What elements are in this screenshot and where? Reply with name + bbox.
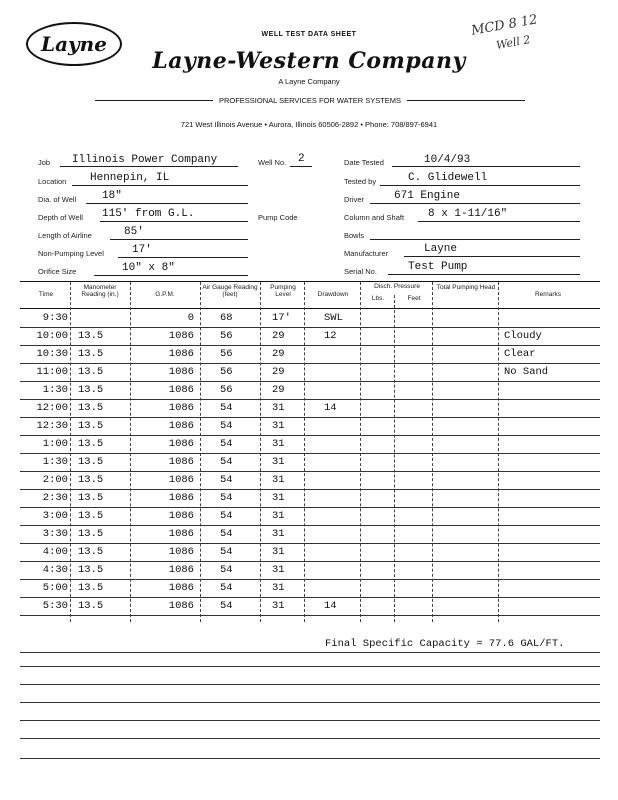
cell-pumping-level: 29 bbox=[272, 366, 285, 378]
services-line bbox=[95, 96, 525, 105]
cell-pumping-level: 31 bbox=[272, 510, 285, 522]
cell-manometer: 13.5 bbox=[78, 528, 104, 540]
table-row-line bbox=[20, 543, 600, 544]
date-tested-label: Date Tested bbox=[344, 158, 384, 167]
cell-gpm: 1086 bbox=[168, 438, 194, 450]
cell-time: 1:30 bbox=[42, 456, 68, 468]
column-divider bbox=[498, 282, 499, 622]
divider bbox=[95, 100, 213, 101]
cell-pumping-level: 17' bbox=[272, 312, 291, 324]
cell-pumping-level: 31 bbox=[272, 546, 285, 558]
cell-air-gauge: 54 bbox=[220, 420, 233, 432]
cell-gpm: 1086 bbox=[168, 582, 194, 594]
col-pumping-level-header: Pumping Level bbox=[270, 284, 296, 298]
location-value: Hennepin, IL bbox=[90, 172, 170, 184]
table-row-line bbox=[20, 453, 600, 454]
underline bbox=[370, 203, 580, 204]
cell-pumping-level: 31 bbox=[272, 492, 285, 504]
col-manometer-header: Manometer Reading (in.) bbox=[81, 284, 119, 298]
company-name: Layne-Western Company bbox=[152, 48, 466, 74]
underline bbox=[72, 185, 248, 186]
cell-time: 1:00 bbox=[42, 438, 68, 450]
manufacturer-label: Manufacturer bbox=[344, 249, 389, 258]
cell-air-gauge: 54 bbox=[220, 492, 233, 504]
cell-gpm: 1086 bbox=[168, 366, 194, 378]
depth-of-well-value: 115' from G.L. bbox=[102, 208, 195, 220]
table-row-line bbox=[20, 345, 600, 346]
date-tested-value: 10/4/93 bbox=[424, 154, 471, 166]
column-and-shaft-label: Column and Shaft bbox=[344, 213, 405, 222]
cell-time: 2:30 bbox=[42, 492, 68, 504]
table-row-line bbox=[20, 615, 600, 616]
tested-by-value: C. Glidewell bbox=[408, 172, 488, 184]
underline bbox=[100, 221, 248, 222]
cell-remarks: No Sand bbox=[504, 366, 549, 378]
cell-gpm: 0 bbox=[187, 312, 194, 324]
cell-manometer: 13.5 bbox=[78, 438, 104, 450]
pump-code-label: Pump Code bbox=[258, 213, 298, 222]
cell-gpm: 1086 bbox=[168, 492, 194, 504]
table-row-line bbox=[20, 399, 600, 400]
cell-pumping-level: 31 bbox=[272, 564, 285, 576]
footer-line bbox=[20, 702, 600, 703]
cell-pumping-level: 31 bbox=[272, 420, 285, 432]
cell-time: 5:30 bbox=[42, 600, 68, 612]
cell-gpm: 1086 bbox=[168, 456, 194, 468]
cell-manometer: 13.5 bbox=[78, 402, 104, 414]
services-text: PROFESSIONAL SERVICES FOR WATER SYSTEMS bbox=[218, 96, 402, 105]
cell-pumping-level: 29 bbox=[272, 330, 285, 342]
cell-air-gauge: 56 bbox=[220, 330, 233, 342]
cell-gpm: 1086 bbox=[168, 402, 194, 414]
cell-air-gauge: 54 bbox=[220, 438, 233, 450]
logo-text: Layne bbox=[41, 32, 107, 56]
cell-air-gauge: 54 bbox=[220, 456, 233, 468]
orifice-size-label: Orifice Size bbox=[38, 267, 77, 276]
well-no-label: Well No. bbox=[258, 158, 287, 167]
table-row-line bbox=[20, 561, 600, 562]
table-row-line bbox=[20, 579, 600, 580]
manufacturer-value: Layne bbox=[424, 243, 458, 255]
col-remarks-header: Remarks bbox=[534, 291, 561, 298]
cell-pumping-level: 31 bbox=[272, 438, 285, 450]
driver-label: Driver bbox=[344, 195, 364, 204]
column-and-shaft-value: 8 x 1-11/16" bbox=[428, 208, 508, 220]
underline bbox=[404, 256, 580, 257]
table-row-line bbox=[20, 525, 600, 526]
cell-air-gauge: 56 bbox=[220, 384, 233, 396]
column-divider bbox=[360, 282, 361, 622]
cell-air-gauge: 54 bbox=[220, 582, 233, 594]
cell-remarks: Clear bbox=[504, 348, 536, 360]
cell-drawdown: SWL bbox=[324, 312, 343, 324]
tested-by-label: Tested by bbox=[344, 177, 377, 186]
cell-manometer: 13.5 bbox=[78, 546, 104, 558]
cell-air-gauge: 54 bbox=[220, 402, 233, 414]
company-address: 721 West Illinois Avenue • Aurora, Illinois 60506-2892 • Phone: 708/897-6941 bbox=[180, 120, 438, 129]
cell-gpm: 1086 bbox=[168, 384, 194, 396]
cell-air-gauge: 54 bbox=[220, 528, 233, 540]
col-disch-lbs-header: Lbs. bbox=[371, 295, 385, 302]
underline bbox=[94, 275, 248, 276]
table-row-line bbox=[20, 507, 600, 508]
column-divider bbox=[304, 282, 305, 622]
cell-drawdown: 12 bbox=[324, 330, 337, 342]
final-specific-capacity: Final Specific Capacity = 77.6 GAL/FT. bbox=[325, 638, 565, 650]
footer-line bbox=[20, 684, 600, 685]
col-disch-feet-header: Feet bbox=[407, 295, 421, 302]
cell-time: 3:00 bbox=[42, 510, 68, 522]
cell-time: 9:30 bbox=[42, 312, 68, 324]
cell-pumping-level: 31 bbox=[272, 402, 285, 414]
cell-manometer: 13.5 bbox=[78, 366, 104, 378]
column-divider bbox=[70, 282, 71, 622]
cell-pumping-level: 29 bbox=[272, 348, 285, 360]
cell-time: 4:30 bbox=[42, 564, 68, 576]
cell-pumping-level: 31 bbox=[272, 474, 285, 486]
underline bbox=[118, 257, 248, 258]
sheet-title: WELL TEST DATA SHEET bbox=[261, 31, 357, 38]
table-row-line bbox=[20, 417, 600, 418]
dia-of-well-value: 18" bbox=[102, 190, 122, 202]
job-label: Job bbox=[38, 158, 51, 167]
cell-manometer: 13.5 bbox=[78, 330, 104, 342]
non-pumping-level-value: 17' bbox=[132, 244, 152, 256]
non-pumping-level-label: Non-Pumping Level bbox=[38, 249, 104, 258]
cell-gpm: 1086 bbox=[168, 546, 194, 558]
cell-pumping-level: 31 bbox=[272, 582, 285, 594]
col-drawdown-header: Drawdown bbox=[317, 291, 349, 298]
cell-time: 1:30 bbox=[42, 384, 68, 396]
cell-manometer: 13.5 bbox=[78, 348, 104, 360]
col-total-head-header: Total Pumping Head bbox=[436, 284, 496, 291]
cell-time: 4:00 bbox=[42, 546, 68, 558]
cell-time: 12:00 bbox=[36, 402, 68, 414]
dia-of-well-label: Dia. of Well bbox=[38, 195, 77, 204]
cell-air-gauge: 54 bbox=[220, 546, 233, 558]
subsidiary-line: A Layne Company bbox=[278, 77, 340, 86]
table-row-line bbox=[20, 381, 600, 382]
cell-gpm: 1086 bbox=[168, 420, 194, 432]
underline bbox=[110, 239, 248, 240]
cell-pumping-level: 31 bbox=[272, 456, 285, 468]
handwritten-note: MCD 8 12 bbox=[470, 12, 539, 39]
underline bbox=[392, 166, 580, 167]
cell-manometer: 13.5 bbox=[78, 474, 104, 486]
underline bbox=[370, 239, 580, 240]
cell-air-gauge: 54 bbox=[220, 564, 233, 576]
serial-no-value: Test Pump bbox=[408, 261, 468, 273]
cell-manometer: 13.5 bbox=[78, 384, 104, 396]
table-row-line bbox=[20, 435, 600, 436]
underline bbox=[290, 166, 312, 167]
cell-manometer: 13.5 bbox=[78, 564, 104, 576]
table-row-line bbox=[20, 327, 600, 328]
cell-air-gauge: 56 bbox=[220, 366, 233, 378]
cell-remarks: Cloudy bbox=[504, 330, 542, 342]
length-of-airline-label: Length of Airline bbox=[38, 231, 92, 240]
cell-drawdown: 14 bbox=[324, 600, 337, 612]
cell-pumping-level: 31 bbox=[272, 528, 285, 540]
job-value: Illinois Power Company bbox=[72, 154, 218, 166]
bowls-label: Bowls bbox=[344, 231, 365, 240]
cell-gpm: 1086 bbox=[168, 348, 194, 360]
cell-air-gauge: 56 bbox=[220, 348, 233, 360]
table-row-line bbox=[20, 489, 600, 490]
cell-air-gauge: 54 bbox=[220, 510, 233, 522]
well-no-value: 2 bbox=[298, 153, 305, 165]
cell-gpm: 1086 bbox=[168, 564, 194, 576]
cell-gpm: 1086 bbox=[168, 474, 194, 486]
underline bbox=[418, 221, 580, 222]
column-divider bbox=[432, 282, 433, 622]
cell-gpm: 1086 bbox=[168, 330, 194, 342]
depth-of-well-label: Depth of Well bbox=[38, 213, 83, 222]
cell-manometer: 13.5 bbox=[78, 492, 104, 504]
cell-time: 3:30 bbox=[42, 528, 68, 540]
table-row-line bbox=[20, 363, 600, 364]
orifice-size-value: 10" x 8" bbox=[122, 262, 175, 274]
footer-line bbox=[20, 720, 600, 721]
cell-gpm: 1086 bbox=[168, 528, 194, 540]
underline bbox=[86, 203, 248, 204]
footer-line bbox=[20, 652, 600, 653]
footer-line bbox=[20, 758, 600, 759]
table-row-line bbox=[20, 597, 600, 598]
cell-gpm: 1086 bbox=[168, 510, 194, 522]
serial-no-label: Serial No. bbox=[344, 267, 377, 276]
col-gpm-header: G.P.M. bbox=[155, 291, 175, 298]
cell-time: 12:30 bbox=[36, 420, 68, 432]
footer-line bbox=[20, 738, 600, 739]
col-air-gauge-header: Air Gauge Reading (feet) bbox=[202, 284, 258, 298]
underline bbox=[60, 166, 238, 167]
underline bbox=[380, 185, 580, 186]
divider bbox=[407, 100, 525, 101]
col-disch-pressure-header: Disch. Pressure bbox=[374, 283, 420, 290]
cell-air-gauge: 54 bbox=[220, 600, 233, 612]
cell-pumping-level: 31 bbox=[272, 600, 285, 612]
cell-time: 10:30 bbox=[36, 348, 68, 360]
column-divider bbox=[200, 282, 201, 622]
column-divider bbox=[130, 282, 131, 622]
cell-manometer: 13.5 bbox=[78, 420, 104, 432]
cell-air-gauge: 68 bbox=[220, 312, 233, 324]
cell-gpm: 1086 bbox=[168, 600, 194, 612]
underline bbox=[388, 274, 580, 275]
handwritten-note-2: Well 2 bbox=[494, 33, 531, 52]
cell-manometer: 13.5 bbox=[78, 582, 104, 594]
cell-air-gauge: 54 bbox=[220, 474, 233, 486]
column-divider bbox=[260, 282, 261, 622]
cell-time: 10:00 bbox=[36, 330, 68, 342]
location-label: Location bbox=[38, 177, 67, 186]
cell-time: 5:00 bbox=[42, 582, 68, 594]
cell-time: 11:00 bbox=[36, 366, 68, 378]
cell-manometer: 13.5 bbox=[78, 510, 104, 522]
table-row-line bbox=[20, 471, 600, 472]
col-time-header: Time bbox=[38, 291, 54, 298]
footer-line bbox=[20, 666, 600, 667]
driver-value: 671 Engine bbox=[394, 190, 461, 202]
cell-manometer: 13.5 bbox=[78, 600, 104, 612]
cell-drawdown: 14 bbox=[324, 402, 337, 414]
length-of-airline-value: 85' bbox=[124, 226, 144, 238]
cell-manometer: 13.5 bbox=[78, 456, 104, 468]
cell-time: 2:00 bbox=[42, 474, 68, 486]
cell-pumping-level: 29 bbox=[272, 384, 285, 396]
